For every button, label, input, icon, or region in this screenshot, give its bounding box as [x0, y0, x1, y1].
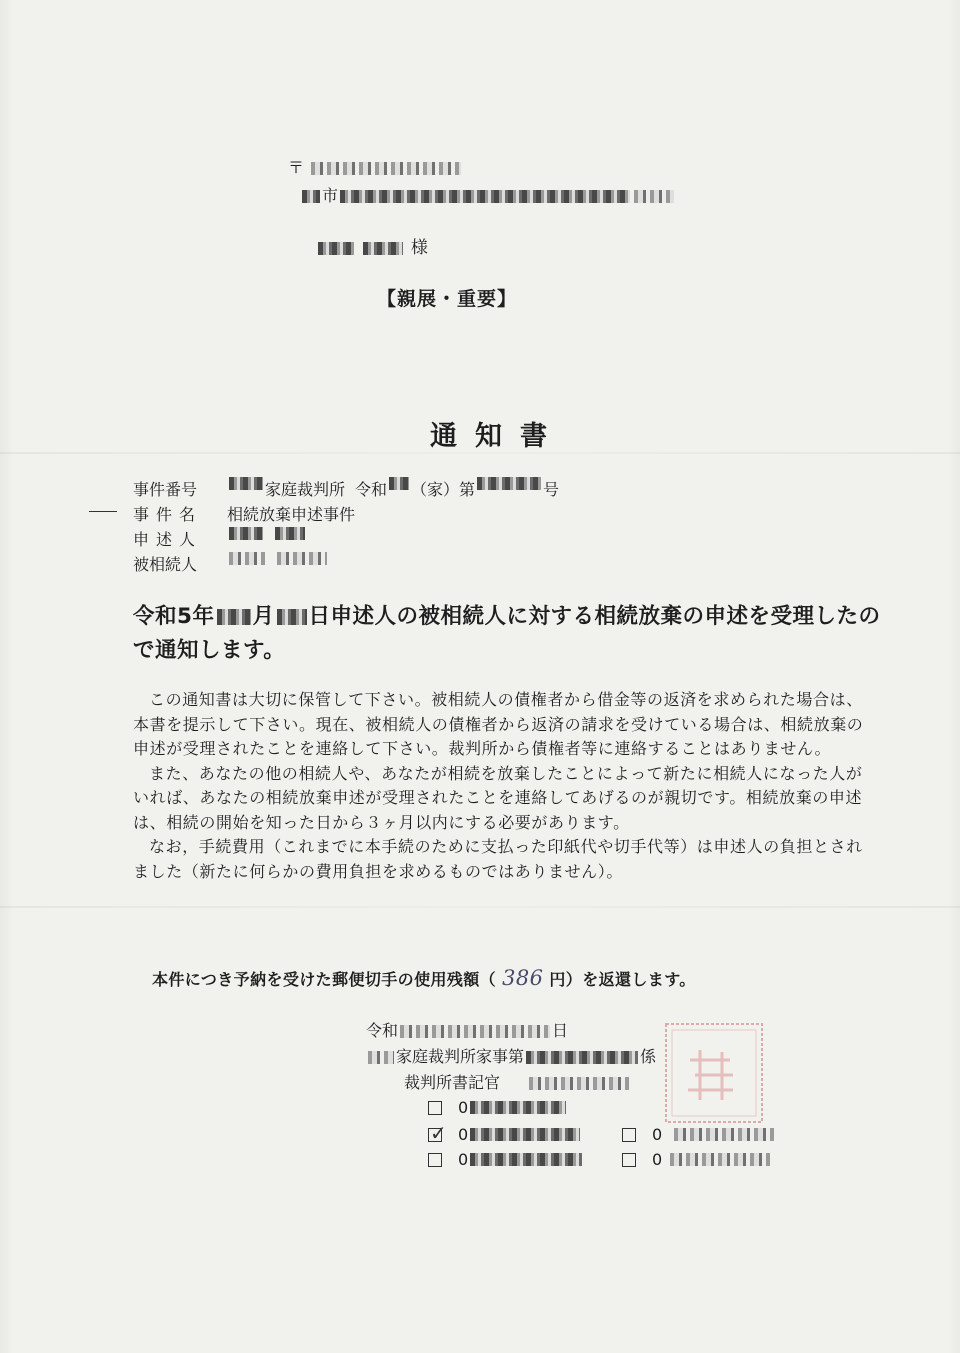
- honorific: 様: [410, 238, 428, 258]
- redacted-phone: [470, 1128, 580, 1141]
- margin-dash: [89, 511, 117, 512]
- redacted-text: [302, 190, 320, 203]
- section-suffix: 係: [640, 1047, 657, 1066]
- contact-option: [428, 1098, 568, 1117]
- body-paragraph: この通知書は大切に保管して下さい。被相続人の債権者から借金等の返済を求められた場合は、本書を提示して下さい。現在、被相続人の債権者から返済の請求を受けている場合は、相続放棄の申述が受理されたことを連絡して下さい。裁判所から債権者等に連絡することはありません。: [133, 690, 864, 758]
- court-clerk: [404, 1070, 631, 1093]
- date-era: 令和: [366, 1021, 399, 1040]
- case-name-row: [133, 502, 559, 527]
- court-name: 家庭裁判所家事第: [396, 1047, 525, 1066]
- redacted-clerk-name: [529, 1077, 629, 1090]
- applicant-row: [133, 527, 559, 552]
- redacted-text: [389, 477, 409, 490]
- phone-prefix: 0: [458, 1125, 469, 1144]
- redacted-name: [318, 242, 354, 255]
- body-paragraph: また、あなたの他の相続人や、あなたが相続を放棄したことによって新たに相続人になった人がいれば、あなたの相続放棄申述が受理されたことを連絡してあげるのが親切です。相続放棄の申述は、相続の開始を知った日から３ヶ月以内にする必要があります。: [133, 763, 863, 832]
- check-mark-icon: ✓: [430, 1120, 447, 1145]
- decedent-label: 被相続人: [133, 555, 198, 574]
- issuing-court: [366, 1044, 656, 1067]
- headline-era: 令和: [133, 604, 178, 629]
- redacted-name: [229, 552, 265, 565]
- redacted-day: [277, 609, 307, 625]
- acceptance-headline: [133, 600, 883, 668]
- case-info: [133, 477, 559, 577]
- case-number-label: 事件番号: [133, 480, 198, 499]
- redacted-name: [277, 552, 327, 565]
- confidential-label: 【親展・重要】: [377, 288, 518, 310]
- checkbox: [622, 1153, 636, 1167]
- recipient-address: [300, 183, 676, 206]
- phone-prefix: 0: [652, 1125, 663, 1144]
- document-title: 通知書: [430, 421, 565, 452]
- case-name-value: 相続放棄申述事件: [227, 505, 356, 524]
- issue-date: [366, 1018, 568, 1041]
- redacted-text: [229, 477, 263, 490]
- case-era: 令和: [355, 480, 388, 499]
- postal-mark: 〒: [288, 158, 305, 177]
- redacted-name: [275, 527, 305, 540]
- contact-option: [428, 1120, 582, 1145]
- case-number-suffix: 号: [543, 480, 560, 499]
- paper-fold: [0, 906, 960, 908]
- refund-text-after: 円）を返還します。: [549, 970, 696, 989]
- checkbox: [622, 1128, 636, 1142]
- refund-text-before: 本件につき予納を受けた郵便切手の使用残額（: [152, 970, 497, 989]
- redacted-name: [363, 242, 403, 255]
- headline-month-unit: 月: [252, 604, 275, 629]
- redacted-text: [634, 190, 674, 203]
- case-name-label: 事件名: [133, 505, 203, 524]
- redacted-phone: [470, 1153, 582, 1166]
- checkbox: [428, 1153, 442, 1167]
- phone-prefix: 0: [458, 1098, 469, 1117]
- redacted-phone: [674, 1128, 774, 1141]
- redacted-name: [229, 527, 263, 540]
- headline-year: 5: [177, 604, 193, 629]
- redacted-address: [340, 190, 630, 203]
- case-number-row: [133, 477, 559, 502]
- checkbox: [428, 1101, 442, 1115]
- redacted-month: [217, 609, 251, 625]
- official-seal: [660, 1020, 768, 1128]
- decedent-row: [133, 552, 559, 577]
- redacted-case-number: [477, 477, 541, 490]
- phone-prefix: 0: [652, 1150, 663, 1169]
- stamp-refund-line: [152, 966, 696, 990]
- refund-amount: 386: [502, 966, 544, 990]
- redacted-phone: [470, 1101, 566, 1114]
- contact-option: [428, 1150, 584, 1169]
- redacted-text: [368, 1051, 394, 1064]
- contact-option: [622, 1150, 772, 1169]
- headline-text: 日申述人の被相続人に対する相続放棄の申述を受理したので通知します。: [133, 604, 881, 663]
- clerk-title: 裁判所書記官: [404, 1073, 501, 1092]
- postal-code: [288, 155, 463, 178]
- applicant-label: 申述人: [133, 530, 203, 549]
- headline-year-unit: 年: [192, 604, 215, 629]
- date-day-unit: 日: [552, 1021, 569, 1040]
- address-city: 市: [322, 186, 339, 205]
- body-paragraph: なお，手続費用（これまでに本手続のために支払った印紙代や切手代等）は申述人の負担とされました（新たに何らかの費用負担を求めるものではありません）。: [133, 837, 863, 881]
- redacted-section: [526, 1051, 638, 1064]
- redacted-phone: [670, 1153, 770, 1166]
- case-type: （家）第: [411, 480, 476, 499]
- case-court: 家庭裁判所: [265, 480, 346, 499]
- redacted-postal-code: [311, 162, 461, 175]
- phone-prefix: 0: [458, 1150, 469, 1169]
- notice-body: [133, 688, 878, 884]
- checkbox-checked: [428, 1120, 447, 1145]
- recipient-name: [316, 233, 428, 258]
- redacted-date: [400, 1025, 550, 1038]
